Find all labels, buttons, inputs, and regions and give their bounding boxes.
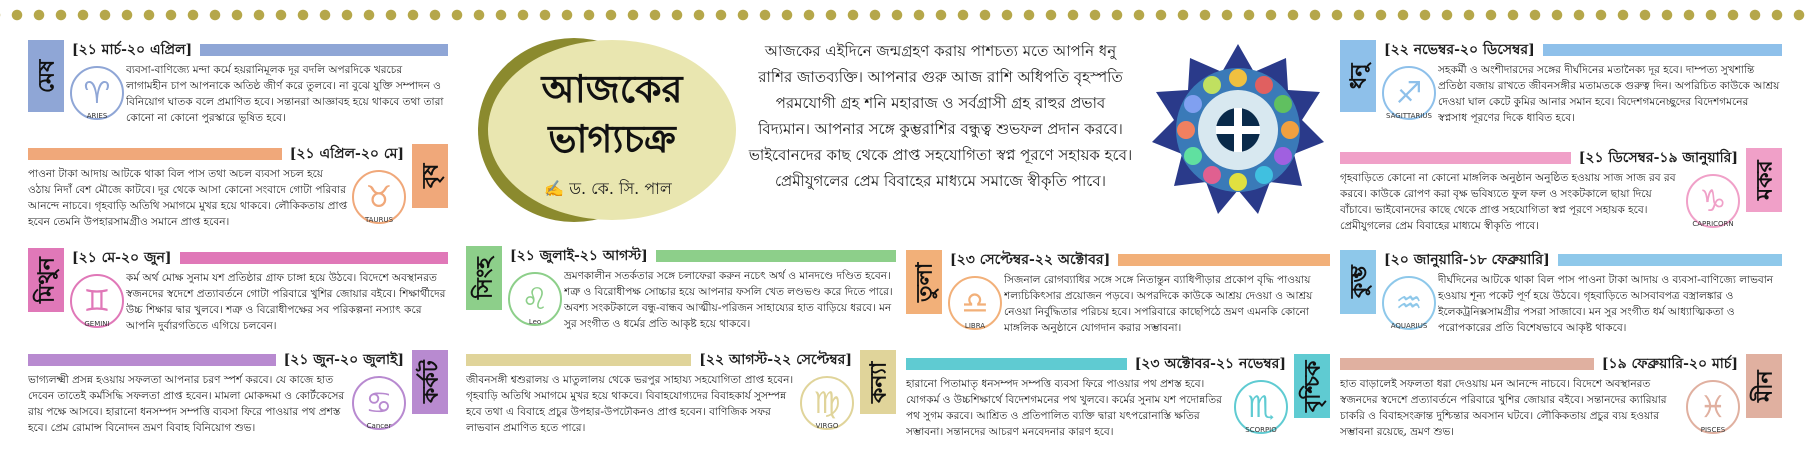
- sign-date-header: [72, 40, 448, 60]
- zodiac-symbol-label: GEMINI: [84, 320, 110, 328]
- zodiac-wheel-image: [1150, 42, 1326, 218]
- zodiac-symbol-icon: ♋ Cancer: [352, 376, 406, 430]
- sign-date-header: [510, 246, 896, 266]
- zodiac-symbol-label: Leo: [528, 318, 542, 326]
- sign-date: [২১ মার্চ-২০ এপ্রিল]: [72, 42, 193, 58]
- sign-prediction-text: পাওনা টাকা আদায় আটকে থাকা বিল পাস তথা অচল ব্যবসা সচল হয়ে ওঠায় নিদাঁ বেশ মৌজে কাটবে। দূর থেকে আসা কোনো সংবাদে গোটা পরিবার আনন্দে নাচবে। গৃহবাড়ি অতিথি সমাগমে মুখর হয়ে থাকবে। লৌকিকতায় প্রাপ্ত হবেন তেমনি উপহারসামগ্রীও সমানে প্রাপ্ত হবেন।: [28, 168, 348, 228]
- zodiac-symbol-icon: ♈ ARIES: [70, 66, 124, 120]
- title-line-2: ভাগ্যচক্র: [548, 116, 676, 161]
- zodiac-symbol-label: TAURUS: [364, 216, 394, 224]
- sign-block: [906, 250, 1330, 346]
- zodiac-symbol-icon: ♊ GEMINI: [70, 274, 124, 328]
- sign-block: [28, 350, 448, 446]
- sign-date-header: [1384, 40, 1782, 60]
- zodiac-symbol-label: ARIES: [86, 112, 108, 120]
- sign-prediction-text: সিজনাল রোগব্যাধির সঙ্গে সঙ্গে নিতান্তুন ব্যাধিপীড়ার প্রকোপ বৃদ্ধি পাওয়ায় শল্যচিকিৎসার প্রয়োজন পড়বে। অপরদিকে কাউকে আশ্রয় দেওয়া ও আশ্রয় নেওয়া নির্বুদ্ধিতার পরিচয় হবে। সপরিবারে কাছেপিঠে ভ্রমণ এমনকি কোনো মাঙ্গলিক অনুষ্ঠানে যোগদান করার সম্ভাবনা।: [1004, 274, 1313, 334]
- sign-color-bar: [906, 358, 1127, 370]
- zodiac-symbol-label: CAPRICORN: [1692, 220, 1734, 228]
- sign-prediction-text: ভ্রমণকালীন সতর্কতার সঙ্গে চলাফেরা করুন নচেৎ অর্থ ও মানদণ্ডে দণ্ডিত হবেন। শত্রু ও বিরোধীপক্ষ সোচ্চার হয়ে আপনার ফসলি খেত লণ্ডভণ্ড করে দিতে পারে। অবশ্য সংকটকালে বন্ধু-বান্ধব আত্মীয়-পরিজন সাহায্যের হাত বাড়িয়ে ধরবে। মন সুর সংগীত ও ধর্মের প্রতি আকৃষ্ট হয়ে থাকবে।: [564, 270, 893, 330]
- sign-date: [২১ জুন-২০ জুলাই]: [283, 352, 404, 368]
- sign-date: [২১ ডিসেম্বর-১৯ জানুয়ারি]: [1578, 150, 1738, 166]
- sign-date: [২০ জানুয়ারি-১৮ ফেব্রুয়ারি]: [1384, 252, 1550, 268]
- sign-date-header: [28, 144, 404, 164]
- sign-name-tab: মকর: [1746, 148, 1782, 212]
- sign-color-bar: [1340, 152, 1571, 164]
- zodiac-symbol-icon: ♓ PISCES: [1686, 380, 1740, 434]
- sign-color-bar: [28, 148, 282, 160]
- sign-date: [২৩ অক্টোবর-২১ নভেম্বর]: [1134, 356, 1286, 372]
- sign-color-bar: [1340, 358, 1594, 370]
- zodiac-symbol-icon: ♒ AQUARIUS: [1382, 276, 1436, 330]
- sign-date: [২১ এপ্রিল-২০ মে]: [289, 146, 404, 162]
- sign-prediction-text: দীর্ঘদিনের আটকে থাকা বিল পাস পাওনা টাকা আদায় ও ব্যবসা-বাণিজ্যে লাভবান হওয়ায় শূন্য পকেট পূর্ণ হয়ে উঠবে। গৃহবাড়িতে আসবাবপত্র বস্ত্রালঙ্কার ও ইলেকট্রনিক্সসামগ্রীর পসরা সাজাবে। মন সুর সংগীত ধর্ম আধ্যাত্মিকতা ও পরোপকারের প্রতি বিশেষভাবে আকৃষ্ট থাকবে।: [1438, 274, 1774, 334]
- sign-name-tab: মীন: [1746, 354, 1782, 418]
- sign-block: [28, 248, 448, 344]
- author-name: ড. কে. সি. পাল: [569, 179, 672, 198]
- sign-date-header: [72, 248, 448, 268]
- sign-prediction-text: গৃহবাড়িতে কোনো না কোনো মাঙ্গলিক অনুষ্ঠান অনুষ্ঠিত হওয়ায় সাজ সাজ রব রব করবে। কাউকে রোপণ করা বৃক্ষ ভবিষ্যতে ফুল ফল ও সংকটকালে ছায়া দিয়ে বাঁচাবে। ভাইবোনদের কাছে থেকে প্রাপ্ত সহযোগিতা স্বপ্ন পূরণে সহায়ক হবে। প্রেমীযুগলের প্রেম বিবাহের মাধ্যমে স্বীকৃতি পাবে।: [1340, 172, 1676, 232]
- sign-color-bar: [28, 354, 276, 366]
- sign-prediction-text: কর্ম অর্থ মোক্ষ সুনাম যশ প্রতিষ্ঠার গ্রাফ চাঙ্গা হয়ে উঠবে। বিদেশে অবস্থানরত স্বজনদের স্বদেশে প্রত্যাবর্তনে গোটা পরিবারে খুশির জোয়ার বইবে। শিক্ষার্থীদের উচ্চ শিক্ষার দ্বার খুলবে। শত্রু ও বিরোধীপক্ষের সব পরিকল্পনা নস্যাৎ করে আপনি দুর্বারগতিতে এগিয়ে চলবেন।: [126, 272, 446, 332]
- sign-prediction-text: হারানো পিতামাতৃ ধনসম্পদ সম্পত্তি ব্যবসা ফিরে পাওয়ার পথ প্রশস্ত হবে। যোগকর্ম ও উচ্চশিক্ষার্থে বিদেশগমনের পথ খুলবে। কর্মের সুনাম যশ পদোন্নতির পথ সুগম করবে। আশ্রিত ও প্রতিপালিত ব্যক্তি দ্বারা যৎপরোনাস্তি ক্ষতির সম্ভাবনা। সন্তানদের আচরণ মনবেদনার কারণ হবে।: [906, 378, 1222, 438]
- sign-date: [২২ নভেম্বর-২০ ডিসেম্বর]: [1384, 42, 1535, 58]
- dotted-top-border: [0, 4, 1809, 26]
- sign-prediction-text: সহকর্মী ও অংশীদারদের সঙ্গের দীর্ঘদিনের মতানৈক্য দূর হবে। দাম্পত্য সুখশান্তি প্রতিষ্ঠা বজায় রাখতে জীবনসঙ্গীর মতামতকে গুরুত্ব দিন। অপরিচিত কাউকে আশ্রয় দেওয়া ঘাল কেটে কুমির আনার সমান হবে। বিদেশগমনেচ্ছুদের বিদেশগমনের স্বপ্নসাধ পূরণের দিকে ধাবিত হবে।: [1438, 64, 1780, 124]
- zodiac-symbol-icon: ♎ LIBRA: [948, 276, 1002, 330]
- sign-date: [২২ আগস্ট-২২ সেপ্টেম্বর]: [699, 352, 852, 368]
- sign-color-bar: [1558, 254, 1782, 266]
- zodiac-symbol-icon: ♍ VIRGO: [800, 376, 854, 430]
- sign-color-bar: [1543, 44, 1782, 56]
- author-line: [498, 176, 718, 203]
- zodiac-symbol-icon: ♌ Leo: [508, 272, 562, 326]
- sign-name-tab: ধনু: [1340, 40, 1376, 112]
- sign-date-header: [466, 350, 852, 370]
- zodiac-symbol-label: Cancer: [366, 422, 392, 430]
- sign-block: [906, 354, 1330, 450]
- zodiac-symbol-label: VIRGO: [815, 422, 839, 430]
- sign-name-tab: বৃষ: [412, 144, 448, 208]
- sign-block: [1340, 354, 1782, 450]
- sign-color-bar: [1118, 254, 1330, 266]
- sign-name-tab: মিথুন: [28, 248, 64, 312]
- sign-color-bar: [656, 250, 896, 262]
- sign-block: [1340, 148, 1782, 244]
- sign-name-tab: বৃশ্চিক: [1294, 354, 1330, 418]
- zodiac-symbol-label: LIBRA: [964, 322, 986, 330]
- zodiac-symbol-label: AQUARIUS: [1390, 322, 1428, 330]
- sign-block: [1340, 40, 1782, 136]
- sign-date-header: [1340, 354, 1738, 374]
- sign-name-tab: কন্যা: [860, 350, 896, 414]
- sign-date-header: [28, 350, 404, 370]
- sign-block: [28, 40, 448, 136]
- sign-prediction-text: জীবনসঙ্গী শ্বশুরালয় ও মাতুলালয় থেকে ভরপুর সাহায্য সহযোগিতা প্রাপ্ত হবেন। গৃহবাড়ি অতিথি সমাগমে মুখর হয়ে থাকবে। বিবাহযোগ্যদের বিবাহকার্য সুসম্পন্ন হবে তথা এ বিবাহে প্রচুর উপহার-উপঢৌকনও প্রাপ্ত হবেন। বাণিজিক সফর লাভবান প্রমাণিত হতে পারে।: [466, 374, 794, 434]
- sign-block: [466, 350, 896, 446]
- title-line-1: আজকের: [541, 66, 683, 111]
- sign-date-header: [1340, 148, 1738, 168]
- sign-name-tab: কর্কট: [412, 350, 448, 414]
- sign-block: [466, 246, 896, 342]
- sign-date-header: [906, 354, 1286, 374]
- zodiac-symbol-label: SAGITTARIUS: [1386, 112, 1432, 120]
- intro-paragraph: আজকের এইদিনে জন্মগ্রহণ করায় পাশচত্য মতে আপনি ধনু রাশির জাতব্যক্তি। আপনার গুরু আজ রাশি অধিপতি বৃহস্পতি পরমযোগী গ্রহ শনি মহারাজ ও সর্বগ্রাসী গ্রহ রাহুর প্রভাব বিদ্যমান। আপনার সঙ্গে কুম্ভরাশির বন্ধুত্ব শুভফল প্রদান করবে। ভাইবোনদের কাছ থেকে প্রাপ্ত সহযোগিতা স্বপ্ন পূরণে সহায়ক হবে। প্রেমীযুগলের প্রেম বিবাহের মাধ্যমে সমাজে স্বীকৃতি পাবে।: [748, 42, 1133, 190]
- sign-block: [28, 144, 448, 240]
- sign-date: [১৯ ফেব্রুয়ারি-২০ মার্চ]: [1601, 356, 1738, 372]
- sign-prediction-text: ব্যবসা-বাণিজ্যে মন্দা কর্মে হয়রানিমূলক দূর বদলি অপরদিকে খরচের লাগামহীন চাপ আপনাকে অতিষ্ঠ জীর্ণ করে তুলবে। না বুঝে যুক্তি সম্পাদন ও বিনিয়োগ ঘাতক বলে প্রমাণিত হবে। সন্তানরা আজ্ঞাবহ হয়ে থাকবে তথা তারা কোনো না কোনো পুরস্কারে ভূষিত হবে।: [126, 64, 444, 124]
- zodiac-symbol-label: PISCES: [1700, 426, 1726, 434]
- sign-color-bar: [180, 252, 448, 264]
- title-block: [478, 38, 736, 222]
- sign-name-tab: সিংহ: [466, 246, 502, 310]
- sign-date: [২১ জুলাই-২১ আগস্ট]: [510, 248, 648, 264]
- sign-color-bar: [200, 44, 448, 56]
- sign-prediction-text: ভাগ্যলক্ষ্মী প্রসন্ন হওয়ায় সফলতা আপনার চরণ স্পর্শ করবে। যে কাজে হাত দেবেন তাতেই কর্মসিদ্ধি সফলতা প্রাপ্ত হবেন। মামলা মোকদ্দমা ও কোর্টকেসের রায় পক্ষে আসবে। হারানো ধনসম্পদ সম্পত্তি ব্যবসা ফিরে পাওয়ার পথ প্রশস্ত হবে। প্রেম রোমান্স বিনোদন ভ্রমণ বিবাহ বিনিয়োগ শুভ।: [28, 374, 345, 434]
- zodiac-symbol-icon: ♉ TAURUS: [352, 170, 406, 224]
- sign-prediction-text: হাত বাড়ালেই সফলতা ধরা দেওয়ায় মন আনন্দে নাচবে। বিদেশে অবস্থানরত স্বজনদের স্বদেশে প্রত্যাবর্তনে পরিবারে খুশির জোয়ার বইবে। সন্তানদের ক্যারিয়ার চাকরি ও বিবাহসংক্রান্ত দুশ্চিন্তার অবসান ঘটবে। লৌকিকতায় প্রচুর ব্যয় হওয়ার সম্ভাবনা রয়েছে, ভ্রমণ শুভ।: [1340, 378, 1667, 438]
- sign-name-tab: মেষ: [28, 40, 64, 112]
- sign-date: [২১ মে-২০ জুন]: [72, 250, 172, 266]
- sign-date-header: [1384, 250, 1782, 270]
- zodiac-symbol-label: SCORPIO: [1245, 426, 1277, 434]
- zodiac-symbol-icon: ♑ CAPRICORN: [1686, 174, 1740, 228]
- sign-color-bar: [466, 354, 691, 366]
- sign-date-header: [950, 250, 1330, 270]
- sign-name-tab: তুলা: [906, 250, 942, 314]
- pen-icon: ✍: [544, 179, 565, 198]
- zodiac-symbol-icon: ♏ SCORPIO: [1234, 380, 1288, 434]
- sign-name-tab: কুম্ভ: [1340, 250, 1376, 314]
- sign-block: [1340, 250, 1782, 346]
- sign-date: [২৩ সেপ্টেম্বর-২২ অক্টোবর]: [950, 252, 1111, 268]
- zodiac-symbol-icon: ♐ SAGITTARIUS: [1382, 66, 1436, 120]
